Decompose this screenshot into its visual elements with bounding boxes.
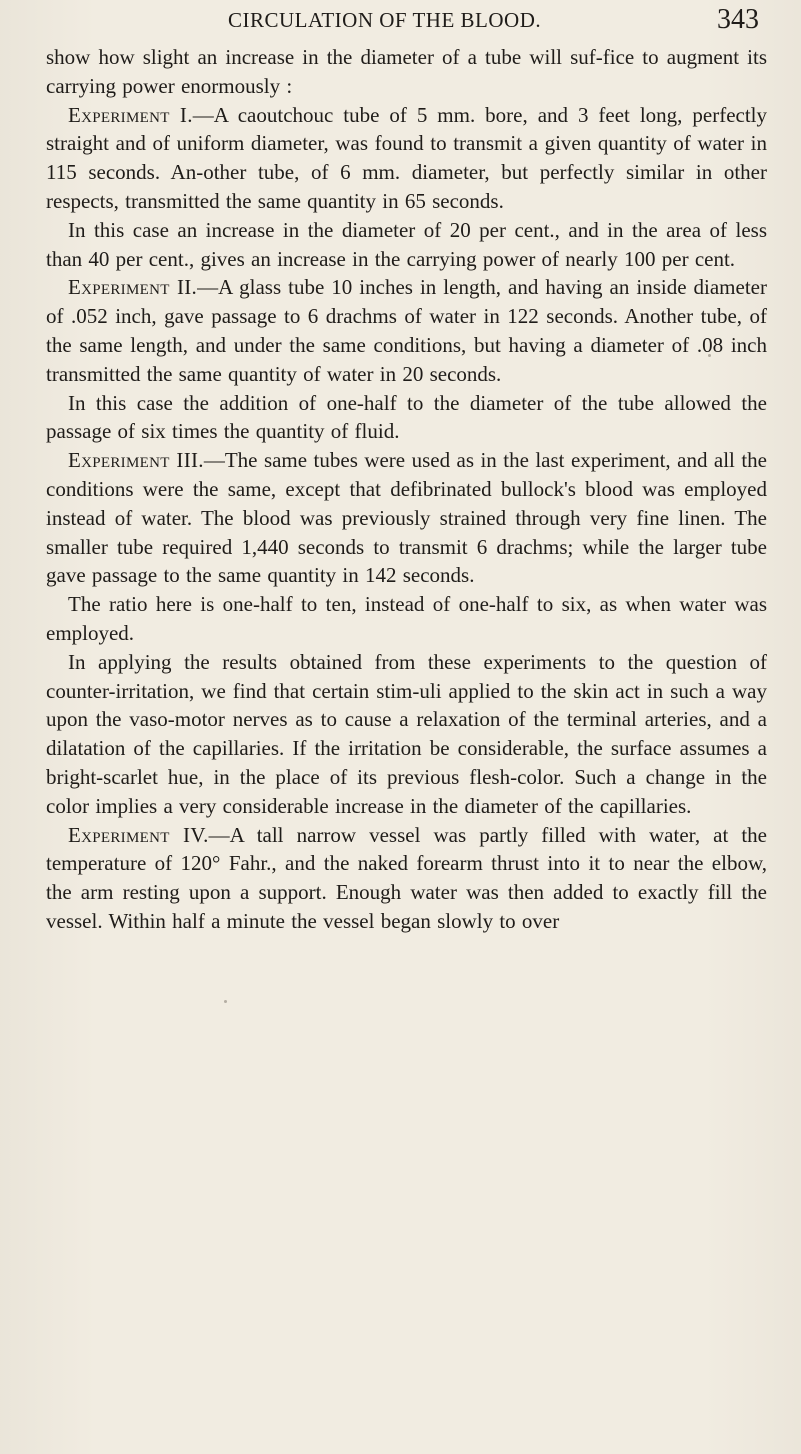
running-title: CIRCULATION OF THE BLOOD. bbox=[228, 8, 542, 32]
experiment-label: Experiment I. bbox=[68, 102, 193, 127]
page-number: 343 bbox=[717, 4, 759, 35]
paragraph-text: —A tall narrow vessel was partly filled with water, at the temperature of 120° Fahr., and the naked forearm thrust into it to near the elbow, the arm resting upon a support. Enough water was then added to exactly fill the vessel. Within half a minute the vessel began slowly to over bbox=[46, 822, 767, 933]
experiment-label: Experiment II. bbox=[68, 275, 198, 300]
paragraph-experiment-1 bbox=[46, 101, 767, 216]
body-text bbox=[46, 43, 767, 936]
paragraph-text: In this case an increase in the diameter of 20 per cent., and in the area of less than 40 per cent., gives an increase in the carrying power of nearly 100 per cent. bbox=[46, 217, 767, 271]
paragraph-text: —A glass tube 10 inches in length, and having an inside diameter of .052 inch, gave passage to 6 drachms of water in 122 seconds. Another tube, of the same length, and under the same conditions, but having a diameter of .08 inch transmitted the same quantity of water in 20 seconds. bbox=[46, 275, 767, 386]
paragraph-analysis-2 bbox=[46, 389, 767, 447]
paragraph-analysis-1 bbox=[46, 216, 767, 274]
paragraph-text: In this case the addition of one-half to the diameter of the tube allowed the passage of six times the quantity of fluid. bbox=[46, 390, 767, 444]
paragraph-text: The ratio here is one-half to ten, instead of one-half to six, as when water was employed. bbox=[46, 592, 767, 645]
running-head bbox=[46, 4, 767, 36]
experiment-label: Experiment III. bbox=[68, 448, 204, 473]
paragraph-counter-irritation bbox=[46, 648, 767, 821]
paper-speck bbox=[742, 771, 745, 774]
paragraph-experiment-3 bbox=[46, 446, 767, 590]
paragraph-experiment-4 bbox=[46, 821, 767, 936]
paragraph-text: —A caoutchouc tube of 5 mm. bore, and 3 feet long, perfectly straight and of uniform diameter, was found to transmit a given quantity of water in 115 seconds. An-other tube, of 6 mm. diameter, but perfectly similar in other respects, transmitted the same quantity in 65 seconds. bbox=[46, 102, 767, 213]
paragraph-text: —The same tubes were used as in the last experiment, and all the conditions were the same, except that defibrinated bullock's blood was employed instead of water. The blood was previously strained through very fine linen. The smaller tube required 1,440 seconds to transmit 6 drachms; while the larger tube gave passage to the same quantity in 142 seconds. bbox=[46, 448, 767, 588]
paragraph-text: In applying the results obtained from these experiments to the question of counter-irritation, we find that certain stim-uli applied to the skin act in such a way upon the vaso-motor nerves as to cause a relaxation of the terminal arteries, and a dilatation of the capillaries. If the irritation be considerable, the surface assumes a bright-scarlet hue, in the place of its previous flesh-color. Such a change in the color implies a very considerable increase in the diameter of the capillaries. bbox=[46, 649, 767, 818]
paragraph-experiment-2 bbox=[46, 273, 767, 388]
paper-speck bbox=[708, 354, 711, 357]
paragraph-continuation bbox=[46, 43, 767, 101]
experiment-label: Experiment IV. bbox=[68, 822, 209, 847]
paragraph-text: show how slight an increase in the diameter of a tube will suf-fice to augment its carrying power enormously : bbox=[46, 45, 767, 98]
paragraph-ratio bbox=[46, 590, 767, 648]
paper-speck bbox=[224, 1000, 227, 1003]
